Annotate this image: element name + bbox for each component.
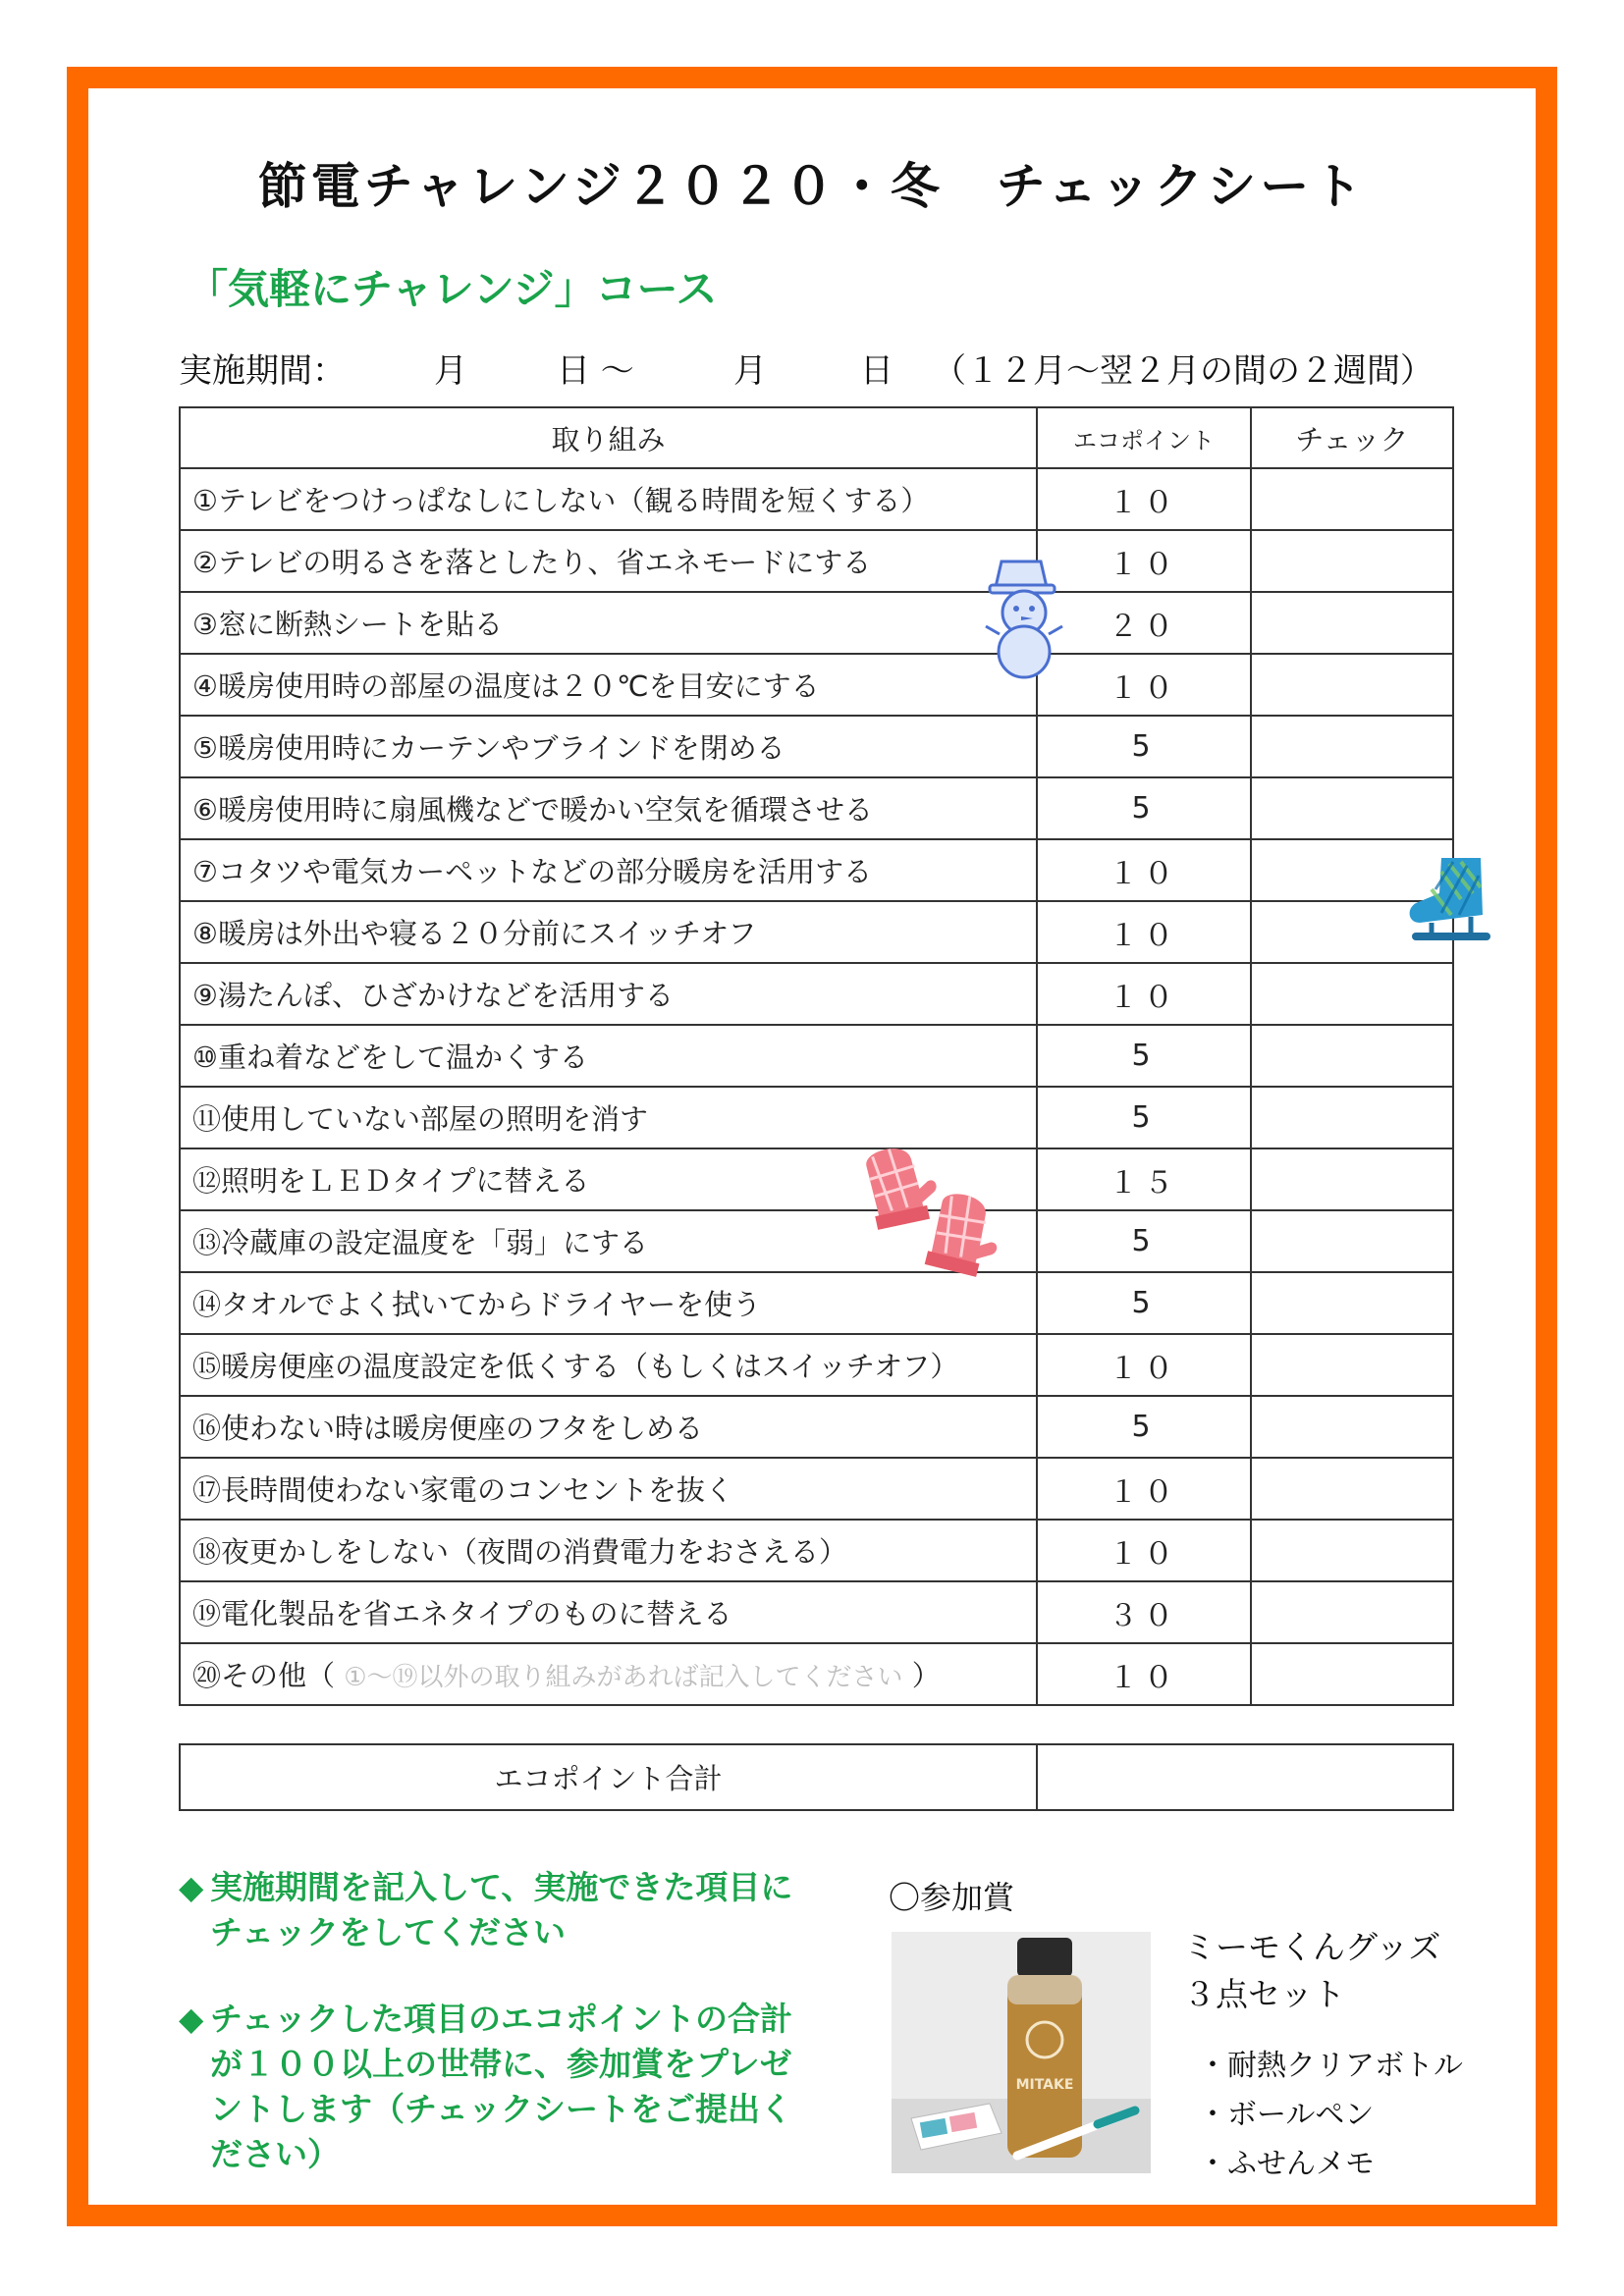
period-day-1[interactable]: 日 ～ bbox=[557, 351, 634, 391]
note-marker: ◆ bbox=[179, 2000, 204, 2038]
activity-cell: ⑮暖房便座の温度設定を低くする（もしくはスイッチオフ） bbox=[180, 1334, 1037, 1396]
period-month-1[interactable]: 月 bbox=[434, 351, 467, 391]
course-name: 「気軽にチャレンジ」コース bbox=[187, 265, 718, 313]
check-cell[interactable] bbox=[1251, 1520, 1453, 1581]
activity-cell: ⑧暖房は外出や寝る２０分前にスイッチオフ bbox=[180, 901, 1037, 963]
check-cell[interactable] bbox=[1251, 1458, 1453, 1520]
activity-cell: ⑬冷蔵庫の設定温度を「弱」にする bbox=[180, 1210, 1037, 1272]
total-label: エコポイント合計 bbox=[180, 1744, 1037, 1810]
points-cell: 5 bbox=[1037, 1087, 1251, 1148]
activity-cell: ⑯使わない時は暖房便座のフタをしめる bbox=[180, 1396, 1037, 1458]
period-day-2[interactable]: 日 bbox=[860, 351, 893, 391]
total-input-cell[interactable] bbox=[1037, 1744, 1453, 1810]
check-cell[interactable] bbox=[1251, 777, 1453, 839]
check-cell[interactable] bbox=[1251, 468, 1453, 530]
check-cell[interactable] bbox=[1251, 1581, 1453, 1643]
activity-cell: ⑰長時間使わない家電のコンセントを抜く bbox=[180, 1458, 1037, 1520]
points-cell: １０ bbox=[1037, 654, 1251, 716]
table-row bbox=[180, 1087, 1453, 1148]
table-row bbox=[180, 777, 1453, 839]
check-cell[interactable] bbox=[1251, 1210, 1453, 1272]
check-cell[interactable] bbox=[1251, 530, 1453, 592]
table-row bbox=[180, 1272, 1453, 1334]
table-row bbox=[180, 468, 1453, 530]
check-cell-other[interactable] bbox=[1251, 1643, 1453, 1705]
points-cell: １０ bbox=[1037, 901, 1251, 963]
note-line: チェックをしてください bbox=[210, 1913, 567, 1951]
activity-cell: ⑥暖房使用時に扇風機などで暖かい空気を循環させる bbox=[180, 777, 1037, 839]
activity-cell: ④暖房使用時の部屋の温度は２０℃を目安にする bbox=[180, 654, 1037, 716]
activity-cell: ⑤暖房使用時にカーテンやブラインドを閉める bbox=[180, 716, 1037, 777]
other-hint[interactable]: ①～⑲以外の取り組みがあれば記入してください bbox=[344, 1663, 903, 1692]
page-title: 節電チャレンジ２０２０・冬 チェックシート bbox=[257, 158, 1367, 215]
points-cell: １０ bbox=[1037, 1520, 1251, 1581]
activity-cell: ③窓に断熱シートを貼る bbox=[180, 592, 1037, 654]
period-row bbox=[179, 344, 1455, 393]
table-row bbox=[180, 592, 1453, 654]
check-cell[interactable] bbox=[1251, 1396, 1453, 1458]
check-cell[interactable] bbox=[1251, 654, 1453, 716]
table-row bbox=[180, 839, 1453, 901]
points-cell: ２０ bbox=[1037, 592, 1251, 654]
prize-name bbox=[1183, 1924, 1440, 2018]
points-cell: 5 bbox=[1037, 1396, 1251, 1458]
prize-name-line: ３点セット bbox=[1183, 1975, 1345, 2013]
points-cell: １０ bbox=[1037, 530, 1251, 592]
table-row bbox=[180, 1458, 1453, 1520]
prize-item: ・ふせんメモ bbox=[1198, 2147, 1375, 2181]
note-line: が１００以上の世帯に、参加賞をプレゼ bbox=[210, 2045, 792, 2083]
points-cell: 5 bbox=[1037, 777, 1251, 839]
activity-cell: ⑦コタツや電気カーペットなどの部分暖房を活用する bbox=[180, 839, 1037, 901]
note-line: 実施期間を記入して、実施できた項目に bbox=[210, 1868, 793, 1906]
table-row-other bbox=[180, 1643, 1453, 1705]
ice-skate-icon bbox=[1402, 854, 1496, 954]
note-2 bbox=[179, 1997, 827, 2177]
table-row bbox=[180, 530, 1453, 592]
table-row bbox=[180, 901, 1453, 963]
points-cell: １５ bbox=[1037, 1148, 1251, 1210]
check-cell[interactable] bbox=[1251, 1025, 1453, 1087]
mittens-icon bbox=[856, 1141, 1003, 1278]
table-row bbox=[180, 1148, 1453, 1210]
activity-cell: ⑩重ね着などをして温かくする bbox=[180, 1025, 1037, 1087]
table-row bbox=[180, 1210, 1453, 1272]
snowman-icon bbox=[980, 558, 1068, 679]
total-table bbox=[179, 1743, 1454, 1811]
header-activity: 取り組み bbox=[180, 407, 1037, 468]
table-row bbox=[180, 1334, 1453, 1396]
bottle-label: MITAKE bbox=[1015, 2077, 1074, 2093]
other-points: １０ bbox=[1037, 1643, 1251, 1705]
table-header-row bbox=[180, 407, 1453, 468]
activity-cell: ⑪使用していない部屋の照明を消す bbox=[180, 1087, 1037, 1148]
points-cell: 5 bbox=[1037, 1025, 1251, 1087]
table-row bbox=[180, 963, 1453, 1025]
period-note: （１２月～翌２月の間の２週間） bbox=[933, 351, 1434, 391]
table-row bbox=[180, 654, 1453, 716]
prize-photo bbox=[892, 1932, 1151, 2173]
other-item-cell bbox=[180, 1643, 1037, 1705]
points-cell: １０ bbox=[1037, 468, 1251, 530]
other-prefix: ⑳その他（ bbox=[192, 1659, 336, 1692]
activity-cell: ⑭タオルでよく拭いてからドライヤーを使う bbox=[180, 1272, 1037, 1334]
note-line: ントします（チェックシートをご提出く bbox=[210, 2090, 793, 2128]
note-line: チェックした項目のエコポイントの合計 bbox=[210, 2000, 793, 2038]
note-line: ださい） bbox=[210, 2135, 340, 2173]
activity-cell: ⑨湯たんぽ、ひざかけなどを活用する bbox=[180, 963, 1037, 1025]
table-row bbox=[180, 716, 1453, 777]
note-marker: ◆ bbox=[179, 1868, 204, 1906]
other-suffix: ） bbox=[911, 1659, 941, 1692]
prize-heading: 〇参加賞 bbox=[889, 1879, 1015, 1916]
prize-name-line: ミーモくんグッズ bbox=[1183, 1928, 1441, 1966]
check-cell[interactable] bbox=[1251, 1272, 1453, 1334]
points-cell: 5 bbox=[1037, 1272, 1251, 1334]
table-row bbox=[180, 1520, 1453, 1581]
note-1 bbox=[179, 1865, 827, 1955]
period-label: 実施期間： bbox=[179, 351, 346, 391]
points-cell: ３０ bbox=[1037, 1581, 1251, 1643]
header-eco-point: エコポイント bbox=[1037, 407, 1251, 468]
activity-cell: ②テレビの明るさを落としたり、省エネモードにする bbox=[180, 530, 1037, 592]
points-cell: １０ bbox=[1037, 839, 1251, 901]
prize-items bbox=[1198, 2042, 1463, 2189]
check-cell[interactable] bbox=[1251, 1087, 1453, 1148]
check-cell[interactable] bbox=[1251, 1334, 1453, 1396]
header-check: チェック bbox=[1251, 407, 1453, 468]
prize-item: ・ボールペン bbox=[1198, 2098, 1375, 2132]
period-month-2[interactable]: 月 bbox=[733, 351, 767, 391]
check-cell[interactable] bbox=[1251, 592, 1453, 654]
check-cell[interactable] bbox=[1251, 963, 1453, 1025]
activity-cell: ⑲電化製品を省エネタイプのものに替える bbox=[180, 1581, 1037, 1643]
points-cell: 5 bbox=[1037, 1210, 1251, 1272]
table-row bbox=[180, 1025, 1453, 1087]
activity-cell: ①テレビをつけっぱなしにしない（観る時間を短くする） bbox=[180, 468, 1037, 530]
activity-cell: ⑱夜更かしをしない（夜間の消費電力をおさえる） bbox=[180, 1520, 1037, 1581]
checklist-table bbox=[179, 406, 1454, 1706]
points-cell: １０ bbox=[1037, 1334, 1251, 1396]
points-cell: 5 bbox=[1037, 716, 1251, 777]
table-row bbox=[180, 1396, 1453, 1458]
check-cell[interactable] bbox=[1251, 716, 1453, 777]
points-cell: １０ bbox=[1037, 1458, 1251, 1520]
check-cell[interactable] bbox=[1251, 1148, 1453, 1210]
activity-cell: ⑫照明をＬＥＤタイプに替える bbox=[180, 1148, 1037, 1210]
prize-item: ・耐熱クリアボトル bbox=[1198, 2049, 1463, 2083]
points-cell: １０ bbox=[1037, 963, 1251, 1025]
table-row bbox=[180, 1581, 1453, 1643]
